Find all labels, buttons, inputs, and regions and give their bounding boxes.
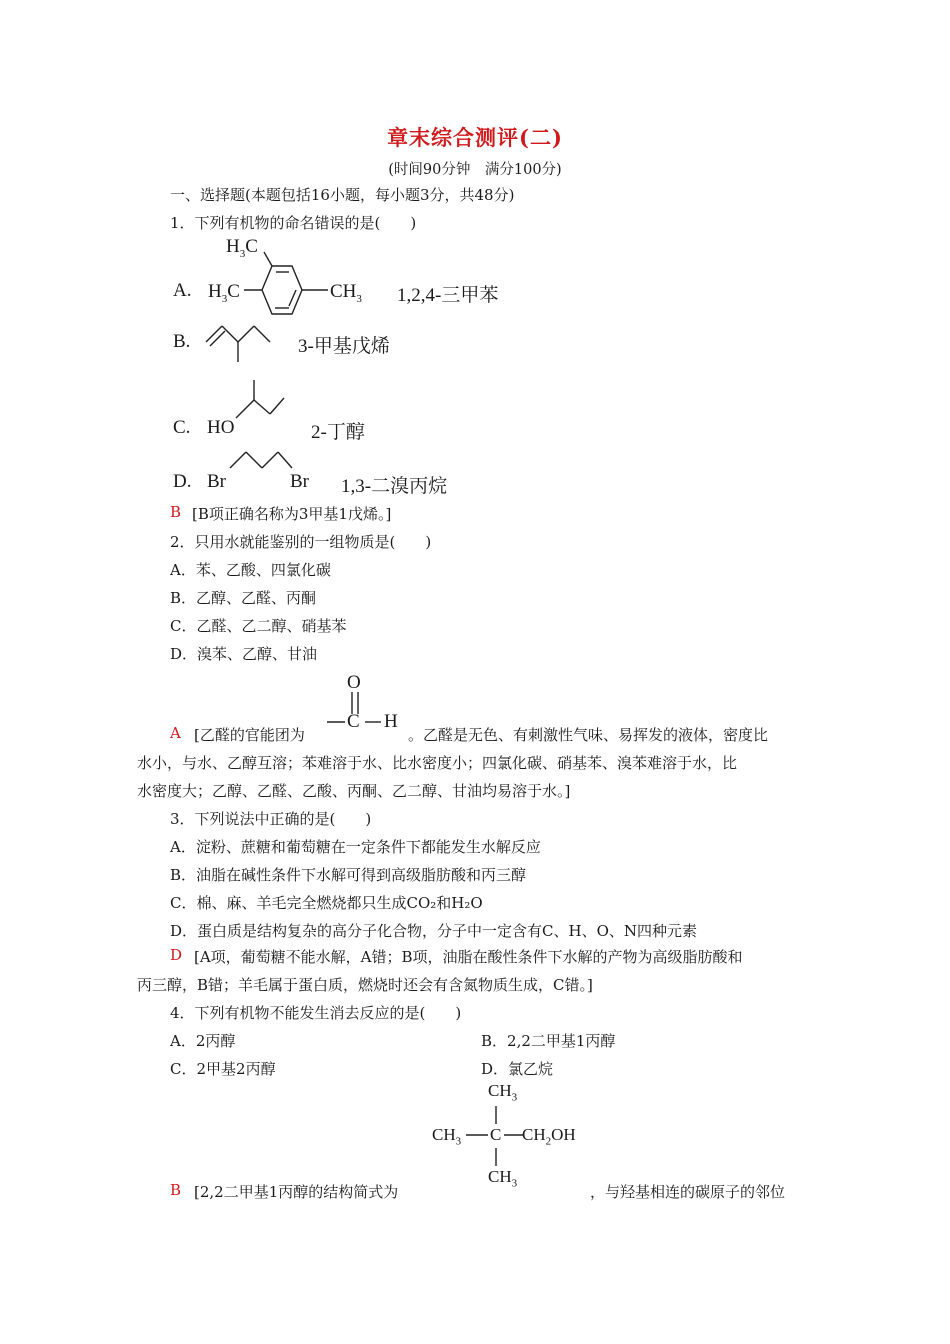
- q1-opt-c-structure: [232, 376, 292, 426]
- q1-opt-c-group: HO: [207, 417, 235, 438]
- q2-explanation-line3: 水密度大；乙醇、乙醛、乙酸、丙酮、乙二醇、甘油均易溶于水。]: [137, 782, 571, 800]
- q2-option-b: B．乙醇、乙醛、丙酮: [170, 589, 317, 607]
- q4-option-d: D．氯乙烷: [481, 1060, 554, 1078]
- q2-answer: A: [170, 724, 181, 742]
- aldehyde-oxygen: O: [347, 672, 361, 693]
- q4-struct-top: $CH_3$: [488, 1081, 518, 1104]
- q1-opt-c-letter: C.: [173, 417, 191, 438]
- q4-explanation-pre: [2,2二甲基1丙醇的结构简式为: [194, 1183, 399, 1201]
- aldehyde-carbon: C: [347, 711, 360, 732]
- q1-opt-b-name: 3-甲基戊烯: [298, 336, 390, 357]
- q2-explanation-line2: 水小，与水、乙醇互溶；苯难溶于水、比水密度小；四氯化碳、硝基苯、溴苯难溶于水，比: [137, 754, 738, 772]
- q1-opt-d-letter: D.: [173, 471, 192, 492]
- q2-stem: 2．只用水就能鉴别的一组物质是( ): [170, 533, 432, 551]
- q1-opt-a-right-group: $CH_3$: [330, 281, 362, 305]
- aldehyde-hydrogen: H: [384, 711, 398, 732]
- q1-opt-d-group-left: Br: [207, 471, 226, 492]
- q3-explanation-line2: 丙三醇，B错；羊毛属于蛋白质，燃烧时还会有含氮物质生成，C错。]: [137, 976, 593, 994]
- q4-answer: B: [170, 1181, 182, 1199]
- q2-explanation-post: 。乙醛是无色、有刺激性气味、易挥发的液体，密度比: [408, 726, 769, 744]
- q1-opt-b-letter: B.: [173, 331, 191, 352]
- q2-option-a: A．苯、乙酸、四氯化碳: [170, 561, 331, 579]
- q1-opt-d-structure: [228, 448, 296, 472]
- q4-option-b: B．2,2二甲基1丙醇: [481, 1032, 616, 1050]
- section-heading: 一、选择题(本题包括16小题，每小题3分，共48分): [170, 186, 515, 204]
- q3-option-b: B．油脂在碱性条件下水解可得到高级脂肪酸和丙三醇: [170, 866, 527, 884]
- q4-struct-left: $CH_3$: [432, 1125, 462, 1148]
- q2-explanation-pre: [乙醛的官能团为: [194, 726, 305, 744]
- q3-option-d: D．蛋白质是结构复杂的高分子化合物，分子中一定含有C、H、O、N四种元素: [170, 922, 698, 940]
- q1-opt-d-group-right: Br: [290, 471, 309, 492]
- q1-opt-c-name: 2-丁醇: [311, 422, 365, 443]
- page-subtitle: (时间90分钟 满分100分): [388, 162, 562, 178]
- q2-option-c: C．乙醛、乙二醇、硝基苯: [170, 617, 347, 635]
- q1-opt-d-name: 1,3-二溴丙烷: [341, 476, 448, 497]
- q4-stem: 4．下列有机物不能发生消去反应的是( ): [170, 1004, 462, 1022]
- q2-option-d: D．溴苯、乙醇、甘油: [170, 645, 318, 663]
- q1-opt-a-left-group: $H_3C$: [208, 281, 240, 305]
- q4-struct-right: $CH_2OH$: [522, 1125, 576, 1148]
- q1-explanation: [B项正确名称为3甲基1戊烯。]: [192, 505, 392, 523]
- q3-stem: 3．下列说法中正确的是( ): [170, 810, 372, 828]
- q1-opt-a-letter: A.: [173, 280, 192, 301]
- q4-option-a: A．2丙醇: [170, 1032, 236, 1050]
- q4-option-c: C．2甲基2丙醇: [170, 1060, 276, 1078]
- q4-explanation-post: ，与羟基相连的碳原子的邻位: [590, 1183, 786, 1201]
- q1-stem: 1．下列有机物的命名错误的是( ): [170, 214, 417, 232]
- q3-option-a: A．淀粉、蔗糖和葡萄糖在一定条件下都能发生水解反应: [170, 838, 541, 856]
- q3-option-c: C．棉、麻、羊毛完全燃烧都只生成CO₂和H₂O: [170, 894, 483, 912]
- q1-opt-a-top-group: $H_3C$: [226, 236, 258, 260]
- page-title: 章末综合测评(二): [387, 125, 563, 150]
- q3-explanation-line1: [A项，葡萄糖不能水解，A错；B项，油脂在酸性条件下水解的产物为高级脂肪酸和: [194, 948, 743, 966]
- q4-struct-center: C: [490, 1125, 502, 1144]
- q4-struct-bonds: [460, 1104, 530, 1170]
- q1-answer: B: [170, 503, 182, 521]
- q4-struct-bottom: $CH_3$: [488, 1167, 518, 1190]
- q1-opt-b-structure: [200, 318, 280, 366]
- q3-answer: D: [170, 946, 183, 964]
- q1-opt-a-name: 1,2,4-三甲苯: [397, 285, 499, 306]
